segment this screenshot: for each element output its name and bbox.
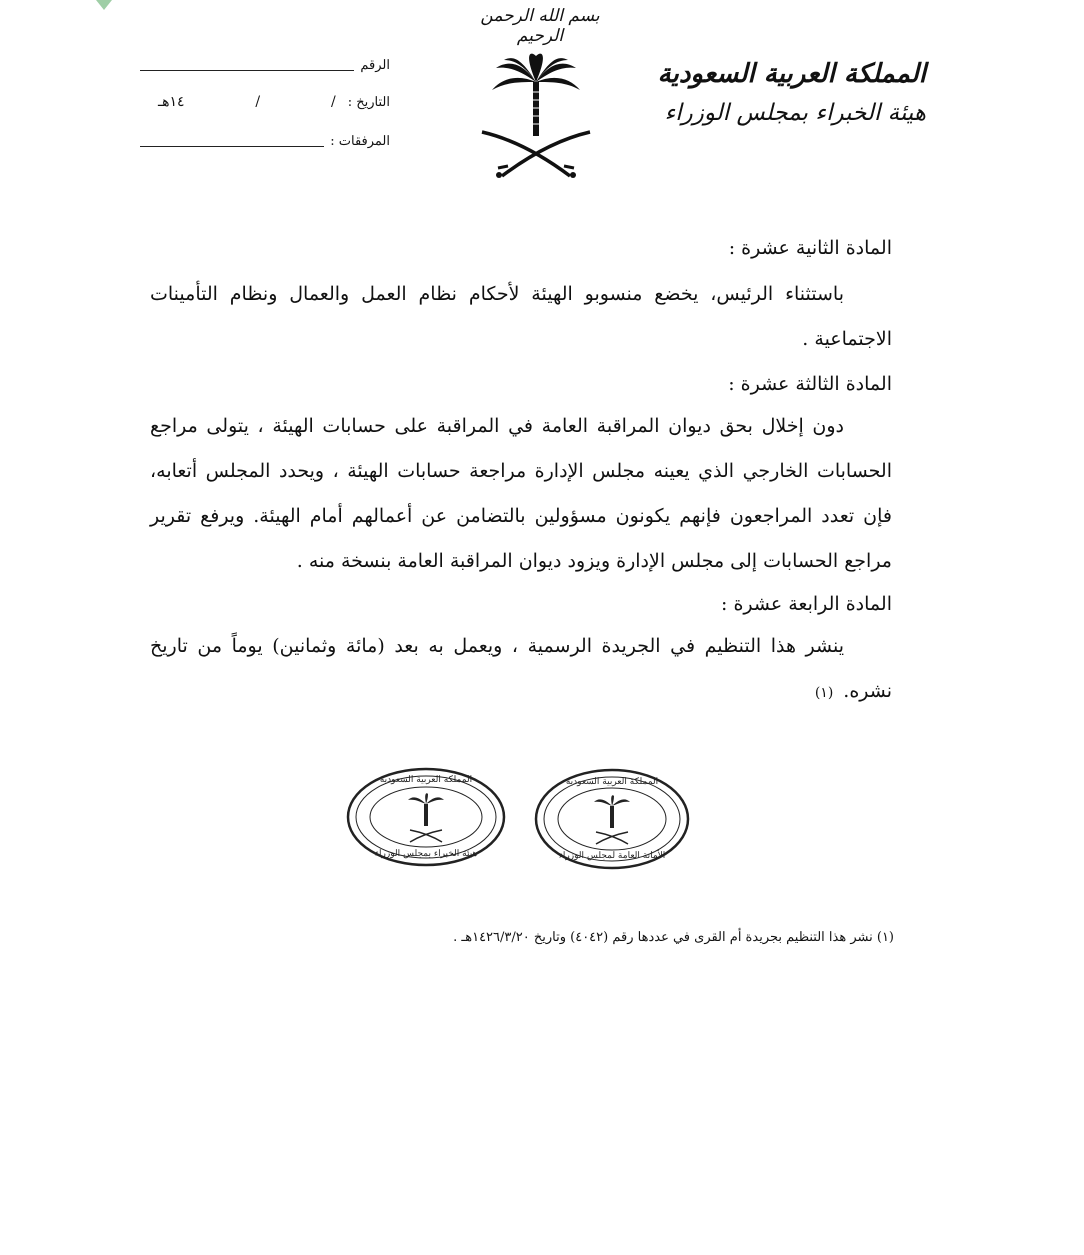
article-heading: المادة الرابعة عشرة : (721, 593, 892, 615)
number-line (140, 69, 354, 71)
date-slash: / (255, 94, 261, 110)
article-text: باستثناء الرئيس، يخضع منسوبو الهيئة لأحكام نظام العمل والعمال ونظام التأمينات الاجتماعية . (150, 283, 892, 350)
article-text: دون إخلال بحق ديوان المراقبة العامة في المراقبة على حسابات الهيئة ، يتولى مراجع الحسابات الخارجي الذي يعينه مجلس الإدارة مراجعة حسابات الهيئة ، ويحدد المجلس أتعابه، فإن تعدد المراجعون فإنهم يكونون مسؤولين بالتضامن عن أعمالهم أمام الهيئة. ويرفع تقرير مراجع الحسابات إلى مجلس الإدارة ويزود ديوان المراقبة العامة بنسخة منه . (150, 415, 892, 572)
stamp-text: المملكة العربية السعودية (565, 777, 659, 787)
date-slash: / (331, 94, 336, 110)
basmala: بسم الله الرحمن الرحيم (480, 6, 600, 46)
attachments-field (140, 134, 390, 149)
stamp-text: هيئة الخبراء بمجلس الوزراء (374, 849, 478, 859)
official-stamps (344, 762, 694, 872)
footnote-reference: (١) (814, 685, 834, 701)
article-heading: المادة الثالثة عشرة : (728, 373, 892, 395)
stamp-text: المملكة العربية السعودية (379, 775, 473, 785)
article-text-content: ينشر هذا التنظيم في الجريدة الرسمية ، ويعمل به بعد (مائة وثمانين) يوماً من تاريخ نشره. (150, 635, 892, 702)
date-field (140, 94, 390, 110)
palm-crossed-swords-emblem-icon (478, 52, 594, 180)
number-label: الرقم (360, 58, 390, 73)
seal-emblem-icon (594, 795, 630, 828)
date-year-suffix: ١٤هـ (158, 94, 185, 110)
attachments-line (140, 145, 324, 147)
date-placeholder (140, 94, 342, 110)
article-text (150, 624, 892, 716)
document-body (150, 230, 892, 716)
number-field (140, 58, 390, 73)
footnote: (١) نشر هذا التنظيم بجريدة أم القرى في عددها رقم (٤٠٤٢) وتاريخ ١٤٢٦/٣/٢٠هـ . (453, 930, 894, 945)
stamp-left (348, 769, 504, 865)
seal-emblem-icon (408, 793, 444, 826)
stamp-text: الأمانة العامة لمجلس الوزراء (558, 851, 666, 861)
agency-name: هيئة الخبراء بمجلس الوزراء (664, 100, 926, 126)
attachments-label: المرفقات : (330, 134, 390, 149)
country-name: المملكة العربية السعودية (657, 59, 926, 89)
corner-mark-icon (0, 0, 120, 20)
organization-header (656, 54, 926, 132)
article-heading: المادة الثانية عشرة : (728, 237, 892, 259)
date-label: التاريخ : (347, 94, 390, 110)
stamp-right (536, 770, 688, 868)
